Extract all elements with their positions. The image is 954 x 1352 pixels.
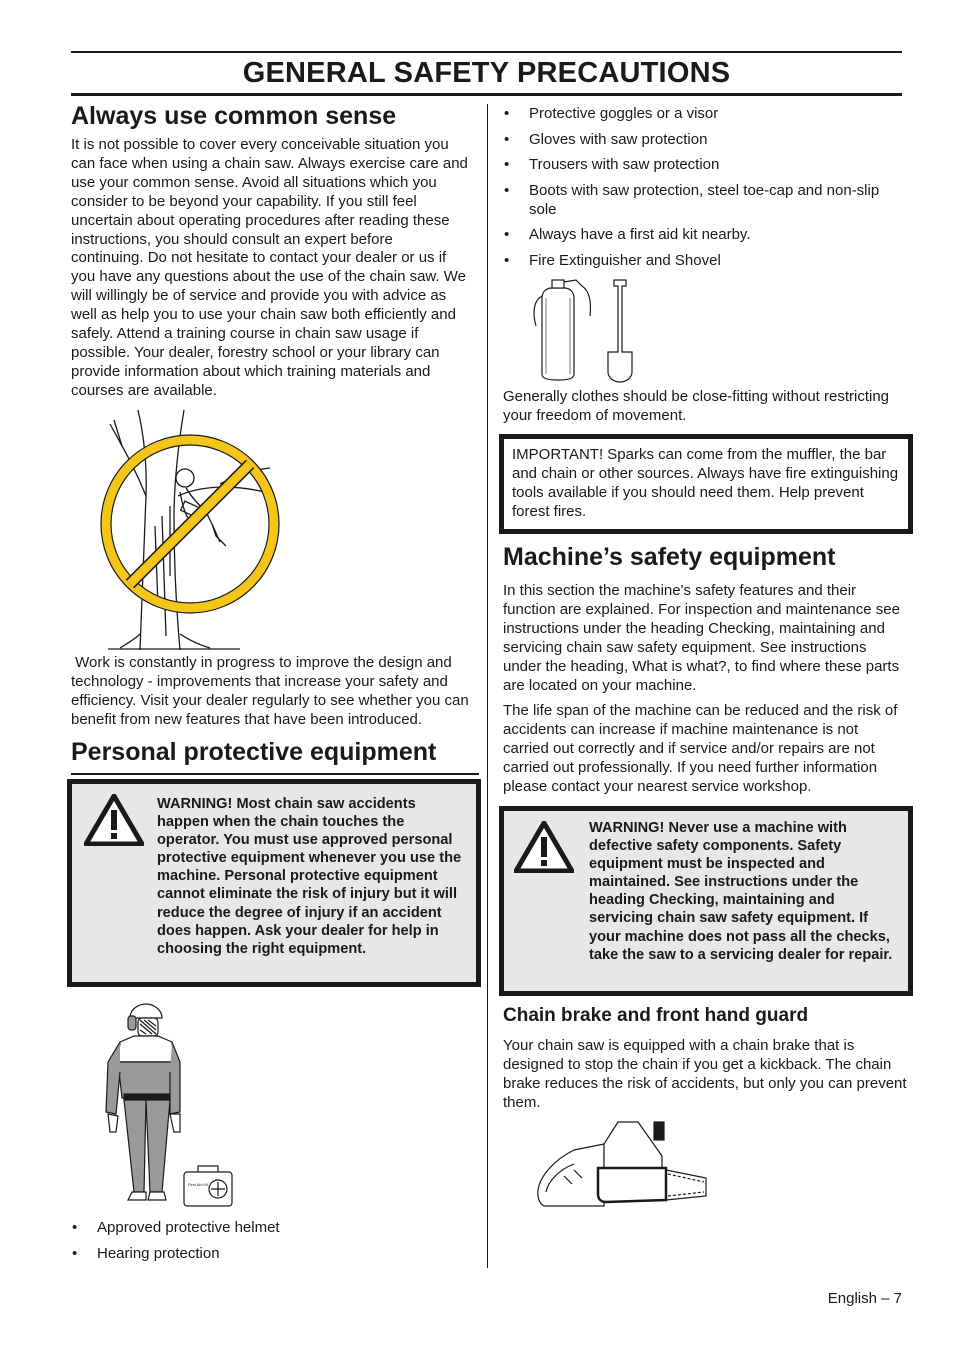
warning-triangle-icon [514, 821, 574, 873]
warning-triangle-icon [84, 794, 144, 846]
common-sense-paragraph: It is not possible to cover every conceivable situation you can face when using a chain saw. Always exercise care and use your common sense. Avoid all situations which you consider to be beyond your capability. If you still feel uncertain about operating procedures after reading these instructions, you should consult an expert before continuing. Do not hesitate to contact your dealer or us if you have any questions about the use of the chain saw. We will willingly be of service and provide you with advice as well as help you to use your chain saw both efficiently and safely. Attend a training course in chain saw usage if possible. Your dealer, forestry school or your library can provide information about which training materials and courses are available. [71, 136, 468, 399]
list-item: • Trousers with saw protection [503, 155, 903, 174]
fire-extinguisher-and-shovel-illustration [528, 276, 648, 384]
list-item: • Protective goggles or a visor [503, 104, 903, 123]
machine-safety-paragraph-2: The life span of the machine can be reduced and the risk of accidents can increase if machine maintenance is not carried out correctly and if service and/or repairs are not carried out professionally. If you need further information please contact your nearest service workshop. [503, 702, 898, 795]
heading-personal-protective-equipment: Personal protective equipment [71, 738, 437, 766]
clothes-paragraph: Generally clothes should be close-fitting without restricting your freedom of movement. [503, 388, 890, 424]
list-item: • Boots with saw protection, steel toe-cap and non-slip sole [503, 181, 903, 219]
important-box [499, 434, 913, 534]
right-ppe-list [503, 104, 903, 276]
ppe-warning-text: WARNING! Most chain saw accidents happen when the chain touches the operator. You must use approved personal protective equipment whenever you use the machine. Personal protective equipment cannot eliminate the risk of injury but it will reduce the degree of injury if an accident does happen. Ask your dealer for help in choosing the right equipment. [157, 796, 462, 957]
list-item: • Fire Extinguisher and Shovel [503, 251, 903, 270]
improvement-paragraph: Work is constantly in progress to improve the design and technology - improvements that increase your safety and efficiency. Visit your dealer regularly to see whether you can benefit from new features that have been introduced. [71, 654, 473, 728]
page-title: GENERAL SAFETY PRECAUTIONS [242, 57, 731, 89]
header-bottom-rule [71, 93, 902, 96]
machine-safety-warning-text: WARNING! Never use a machine with defective safety components. Safety equipment must be inspected and maintained. See instructions under the heading Checking, maintaining and servicing chain saw safety equipment. If your machine does not pass all the checks, take the saw to a servicing dealer for repair. [589, 820, 893, 963]
chain-saw-hand-guard-illustration [534, 1120, 710, 1208]
list-item: • Approved protective helmet [71, 1218, 471, 1237]
heading-machines-safety-equipment: Machine’s safety equipment [503, 543, 836, 571]
ppe-warning-box [67, 779, 481, 987]
column-divider [487, 104, 488, 1268]
list-item: • Always have a first aid kit nearby. [503, 225, 903, 244]
chain-brake-paragraph: Your chain saw is equipped with a chain brake that is designed to stop the chain if you get a kickback. The chain brake reduces the risk of accidents, but only you can prevent them. [503, 1037, 907, 1111]
machine-safety-paragraph-1: In this section the machine's safety features and their function are explained. For inspection and maintenance see instructions under the heading Checking, maintaining and servicing chain saw safety equipment. See instructions under the heading, What is what?, to find where these parts are located on your machine. [503, 582, 900, 694]
important-text: IMPORTANT! Sparks can come from the muffler, the bar and chain or other sources. Always have fire extinguishing tools available if you should need them. Help prevent forest fires. [512, 446, 899, 520]
page-number-footer: English – 7 [827, 1290, 902, 1307]
heading-chain-brake-and-front-hand-guard: Chain brake and front hand guard [503, 1005, 809, 1026]
first-aid-kit-label: First Aid Kit [188, 1182, 209, 1187]
left-ppe-list [71, 1218, 471, 1269]
heading-always-use-common-sense: Always use common sense [71, 102, 397, 130]
machine-safety-warning-box [499, 806, 913, 996]
list-item: • Hearing protection [71, 1244, 471, 1263]
person-with-protective-equipment-illustration [100, 1002, 250, 1212]
list-item: • Gloves with saw protection [503, 130, 903, 149]
ppe-heading-rule [71, 773, 479, 775]
no-cutting-in-tree-illustration [100, 406, 300, 652]
